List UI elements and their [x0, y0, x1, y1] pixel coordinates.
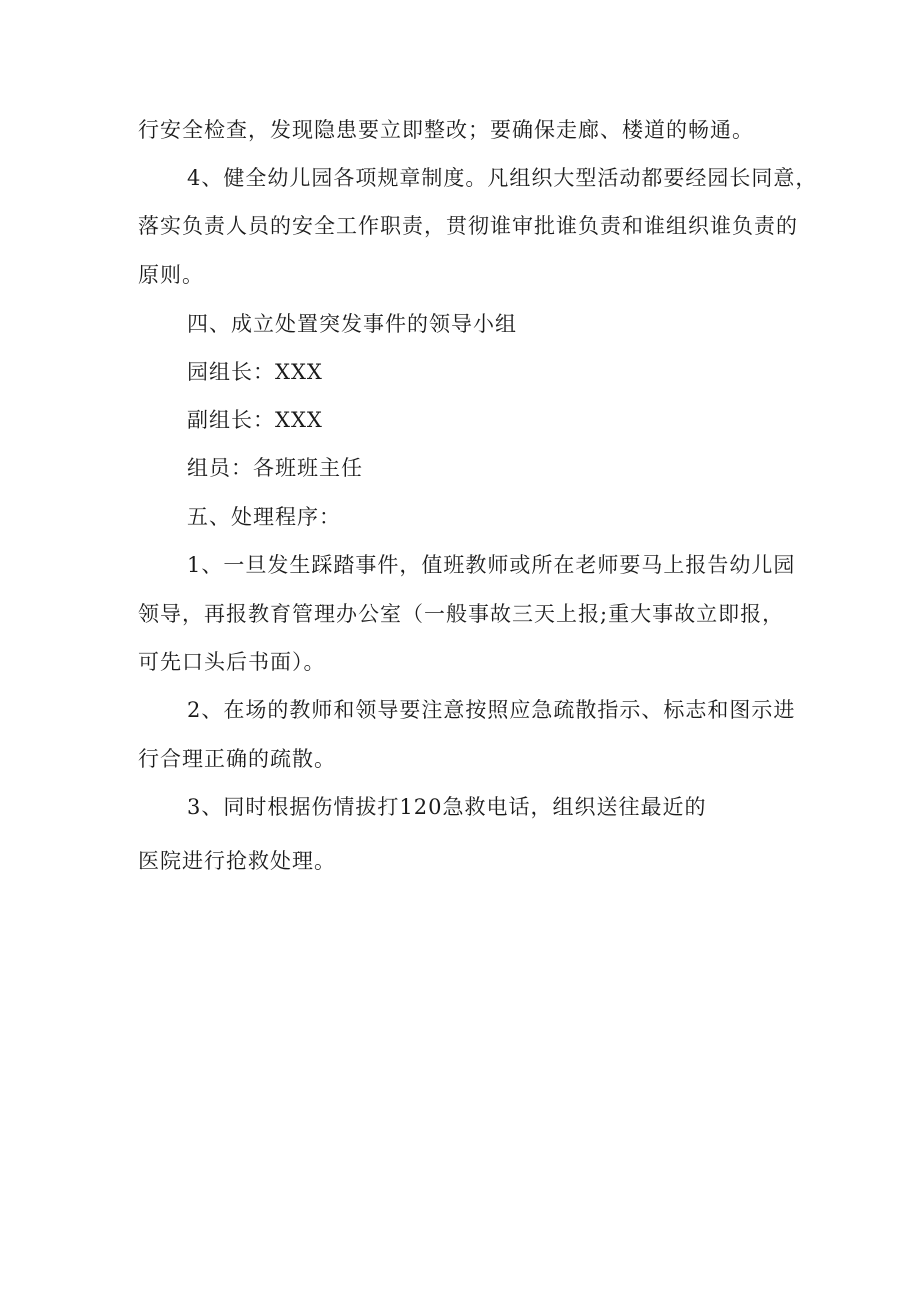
- group-members-line: 组员：各班班主任: [187, 456, 363, 480]
- deputy-leader-line: 副组长：XXX: [187, 408, 323, 432]
- paragraph-line: 领导，再报教育管理办公室（一般事故三天上报;重大事故立即报，: [138, 602, 785, 626]
- section-heading: 四、成立处置突发事件的领导小组: [187, 312, 517, 336]
- paragraph-line: 3、同时根据伤情拔打120急救电话，组织送往最近的: [187, 795, 707, 819]
- paragraph-line: 落实负责人员的安全工作职责，贯彻谁审批谁负责和谁组织谁负责的: [138, 214, 798, 238]
- paragraph-line: 可先口头后书面）。: [138, 650, 326, 674]
- group-leader-line: 园组长：XXX: [187, 360, 323, 384]
- paragraph-line: 行合理正确的疏散。: [138, 747, 336, 771]
- paragraph-line: 原则。: [138, 263, 204, 287]
- paragraph-line: 2、在场的教师和领导要注意按照应急疏散指示、标志和图示进: [187, 698, 796, 722]
- paragraph-line: 行安全检查，发现隐患要立即整改；要确保走廊、楼道的畅通。: [138, 118, 754, 142]
- paragraph-line: 4、健全幼儿园各项规章制度。凡组织大型活动都要经园长同意，: [187, 166, 818, 190]
- section-heading: 五、处理程序：: [187, 505, 341, 529]
- paragraph-line: 医院进行抢救处理。: [138, 849, 336, 873]
- paragraph-line: 1、一旦发生踩踏事件，值班教师或所在老师要马上报告幼儿园: [187, 553, 796, 577]
